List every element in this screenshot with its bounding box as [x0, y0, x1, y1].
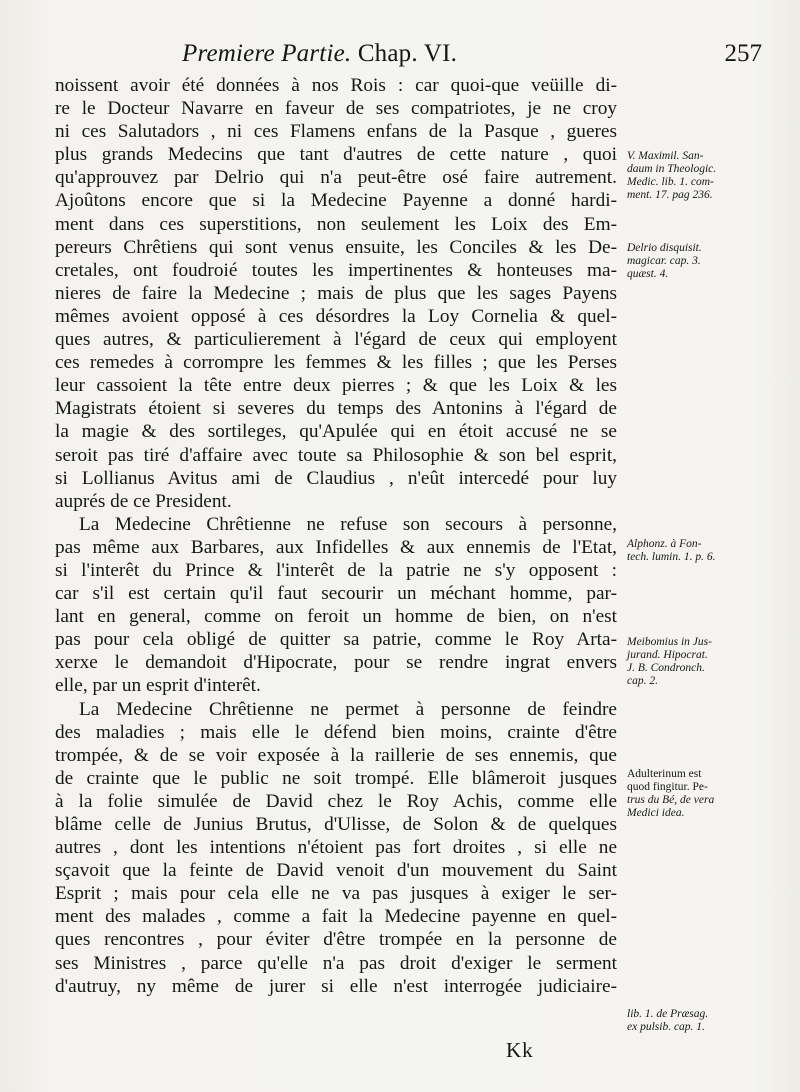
text-line: car s'il est certain qu'il faut secourir un méchant homme, par-: [55, 583, 617, 605]
margin-note: [627, 538, 787, 564]
text-line: Esprit ; mais pour cela elle ne va pas jusques à exiger le ser-: [55, 883, 617, 905]
text-line: ques rencontres , pour éviter d'être trompée en la personne de: [55, 929, 617, 951]
text-line: des maladies ; mais elle le défend bien moins, crainte d'être: [55, 721, 617, 743]
text-line: de crainte que le public ne soit trompé. Elle blâmeroit jusques: [55, 767, 617, 789]
text-line: ques autres, & particulierement à l'égard de ceux qui employent: [55, 329, 617, 351]
text-line: ment des malades , comme a fait la Medecine payenne en quel-: [55, 906, 617, 928]
text-line: ment dans ces superstitions, non seulement les Loix des Em-: [55, 213, 617, 235]
text-line: pas pour cela obligé de quitter sa patrie, comme le Roy Arta-: [55, 629, 617, 651]
margin-note: [627, 150, 787, 202]
text-line: leur cassoient la tête entre deux pierres ; & que les Loix & les: [55, 375, 617, 397]
margin-note: [627, 636, 787, 688]
text-line: re le Docteur Navarre en faveur de ses compatriotes, je ne croy: [55, 98, 617, 120]
text-line: elle, par un esprit d'interêt.: [55, 675, 261, 697]
text-line: xerxe le demandoit d'Hipocrate, pour se rendre ingrat envers: [55, 652, 617, 674]
text-line: cretales, ont foudroié toutes les impertinentes & honteuses ma-: [55, 259, 617, 281]
text-line: trompée, & de se voir exposée à la raillerie de ses ennemis, que: [55, 744, 617, 766]
text-line: ni ces Salutadors , ni ces Flamens enfans de la Pasque , gueres: [55, 121, 617, 143]
margin-note-line: magicar. cap. 3.: [627, 255, 701, 267]
text-line: sçavoit que la feinte de David venoit d'un mouvement du Saint: [55, 860, 617, 882]
text-line: plus grands Medecins que tant d'autres de cette nature , quoi: [55, 144, 617, 166]
margin-note-line: Alphonz. à Fon-: [627, 538, 702, 550]
text-line: Magistrats étoient si severes du temps des Antonins à l'égard de: [55, 398, 617, 420]
text-line: si l'interêt du Prince & l'interêt de la patrie ne s'y opposent :: [55, 559, 617, 581]
text-line: nieres de faire la Medecine ; mais de plus que les sages Payens: [55, 282, 617, 304]
chapter-title: Chap. VI.: [357, 40, 458, 67]
text-line: seroit pas tiré d'affaire avec toute sa Philosophie & son bel esprit,: [55, 444, 617, 466]
margin-note-line: Medici idea.: [627, 807, 685, 819]
margin-note-line: Meibomius in Jus-: [627, 636, 712, 648]
margin-note-line: lib. 1. de Præsag.: [627, 1008, 709, 1020]
text-line: noissent avoir été données à nos Rois : car quoi-que veüille di-: [55, 75, 617, 96]
text-line: La Medecine Chrêtienne ne refuse son secours à personne,: [79, 513, 617, 535]
text-line: d'autruy, ny même de jurer si elle n'est interrogée judiciaire-: [55, 975, 617, 997]
margin-note-line: Adulterinum est: [627, 768, 702, 780]
text-line: lant en general, comme on feroit un homme de bien, on n'est: [55, 606, 617, 628]
margin-note-line: Delrio disquisit.: [627, 242, 702, 254]
signature-mark: Kk: [506, 1038, 534, 1062]
margin-note: [627, 768, 787, 820]
margin-note-line: ex pulsib. cap. 1.: [627, 1021, 705, 1033]
page-number: 257: [724, 40, 762, 67]
margin-note-line: cap. 2.: [627, 675, 658, 687]
text-line: à la folie simulée de David chez le Roy Achis, comme elle: [55, 790, 617, 812]
body-text: [55, 74, 617, 998]
margin-note-line: tech. lumin. 1. p. 6.: [627, 551, 716, 563]
text-line: mêmes avoient opposé à ces désordres la Loy Cornelia & quel-: [55, 305, 617, 327]
text-line: ces remedes à corrompre les femmes & les filles ; que les Perses: [55, 352, 617, 374]
margin-note-line: J. B. Condronch.: [627, 662, 705, 674]
text-line: ses Ministres , parce qu'elle n'a pas droit d'exiger le serment: [55, 952, 617, 974]
margin-note: [627, 1008, 787, 1034]
text-line: Ajoûtons encore que si la Medecine Payenne a donné hardi-: [55, 190, 617, 212]
text-line: auprés de ce President.: [55, 490, 232, 512]
text-line: pereurs Chrêtiens qui sont venus ensuite, les Conciles & les De-: [55, 236, 617, 258]
text-line: blâme celle de Junius Brutus, d'Ulisse, de Solon & de quelques: [55, 814, 617, 835]
margin-note-line: V. Maximil. San-: [627, 150, 704, 162]
text-line: la magie & des sortileges, qu'Apulée qui en étoit accusé ne se: [55, 421, 617, 443]
margin-note-line: quod fingitur. Pe-: [627, 781, 708, 793]
text-line: La Medecine Chrêtienne ne permet à personne de feindre: [79, 698, 617, 720]
text-line: pas même aux Barbares, aux Infidelles & aux ennemis de l'Etat,: [55, 536, 617, 558]
part-title: Premiere Partie.: [182, 40, 352, 67]
margin-note-line: ment. 17. pag 236.: [627, 189, 713, 201]
margin-note-line: daum in Theologic.: [627, 163, 717, 175]
text-line: si Lollianus Avitus ami de Claudius , n'eût intercedé pour luy: [55, 467, 617, 489]
text-line: qu'approuvez par Delrio qui n'a peut-être osé faire autrement.: [55, 167, 617, 189]
margin-note: [627, 242, 787, 281]
margin-note-line: Medic. lib. 1. com-: [627, 176, 714, 188]
text-line: autres , dont les intentions n'étoient pas fort droites , si elle ne: [55, 837, 617, 859]
margin-note-line: quæst. 4.: [627, 268, 669, 280]
margin-note-line: trus du Bé, de vera: [627, 794, 715, 806]
margin-note-line: jurand. Hipocrat.: [627, 649, 708, 661]
running-title: [182, 40, 457, 68]
